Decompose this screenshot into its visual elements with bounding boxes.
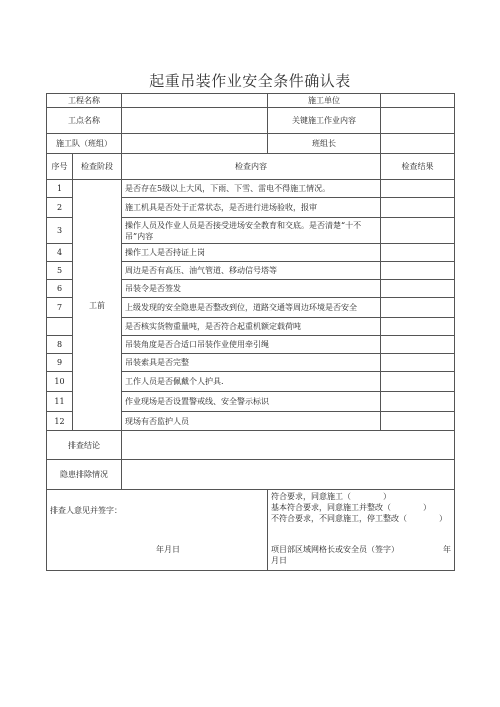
item-result[interactable] xyxy=(381,298,455,318)
team-label: 施工队（班组） xyxy=(47,134,122,154)
item-number: 8 xyxy=(47,336,73,354)
row-project-name xyxy=(47,94,455,108)
col-stage-header: 检查阶段 xyxy=(73,154,122,180)
item-number xyxy=(47,318,73,336)
team-leader-label: 班组长 xyxy=(268,134,381,154)
item-content: 周边是否有高压、油气管道、移动信号塔等 xyxy=(122,262,381,280)
item-result[interactable] xyxy=(381,244,455,262)
item-content: 现场有否监护人员 xyxy=(122,412,381,431)
manager-sign-year: 年 xyxy=(443,545,451,554)
confirmation-table xyxy=(46,93,455,571)
manager-sign-month-day: 月日 xyxy=(271,556,287,565)
team-value[interactable] xyxy=(122,134,268,154)
row-signatures xyxy=(47,490,455,571)
item-content: 是否核实货物重量吨，是否符合起重机额定载荷吨 xyxy=(122,318,381,336)
inspector-date: 年月日 xyxy=(156,545,180,554)
inspector-sign-label: 排查人意见并签字： xyxy=(50,506,122,515)
page-title: 起重吊装作业安全条件确认表 xyxy=(149,72,351,90)
conclusion-value[interactable] xyxy=(122,431,455,460)
construction-unit-value[interactable] xyxy=(381,94,455,108)
option-approve[interactable]: 符合要求，同意施工（ ） xyxy=(271,492,391,501)
rectification-value[interactable] xyxy=(122,460,455,490)
stage-cell: 工前 xyxy=(73,180,122,431)
item-number: 2 xyxy=(47,198,73,218)
col-result-header: 检查结果 xyxy=(381,154,455,180)
item-result[interactable] xyxy=(381,280,455,298)
team-leader-value[interactable] xyxy=(381,134,455,154)
item-content: 工作人员是否佩戴个人护具. xyxy=(122,372,381,392)
item-result[interactable] xyxy=(381,180,455,198)
item-result[interactable] xyxy=(381,392,455,412)
item-number: 11 xyxy=(47,392,73,412)
item-result[interactable] xyxy=(381,198,455,218)
row-column-headers xyxy=(47,154,455,180)
item-result[interactable] xyxy=(381,412,455,431)
project-name-value[interactable] xyxy=(122,94,268,108)
key-content-value[interactable] xyxy=(381,108,455,134)
item-content: 吊装角度是否合适口吊装作业使用牵引绳 xyxy=(122,336,381,354)
item-content: 吊装索具是否完整 xyxy=(122,354,381,372)
item-content: 操作人员及作业人员是否接受进场安全教育和交底。是否清楚“十不吊”内容 xyxy=(122,218,381,244)
item-result[interactable] xyxy=(381,262,455,280)
item-result[interactable] xyxy=(381,218,455,244)
manager-sign-label: 项目部区域网格长或安全员（签字） xyxy=(271,545,399,554)
site-name-value[interactable] xyxy=(122,108,268,134)
item-result[interactable] xyxy=(381,336,455,354)
row-rectification xyxy=(47,460,455,490)
item-content: 作业现场是否设置警戒线、安全警示标识 xyxy=(122,392,381,412)
col-seq-header: 序号 xyxy=(47,154,73,180)
approval-cell[interactable] xyxy=(268,490,455,571)
item-number: 10 xyxy=(47,372,73,392)
item-number: 7 xyxy=(47,298,73,318)
item-number: 1 xyxy=(47,180,73,198)
item-number: 4 xyxy=(47,244,73,262)
project-name-label: 工程名称 xyxy=(47,94,122,108)
row-conclusion xyxy=(47,431,455,460)
item-content: 施工机具是否处于正常状态，是否进行进场验收，报审 xyxy=(122,198,381,218)
key-content-label: 关键施工作业内容 xyxy=(268,108,381,134)
item-number: 5 xyxy=(47,262,73,280)
row-site-name xyxy=(47,108,455,134)
item-result[interactable] xyxy=(381,318,455,336)
col-content-header: 检查内容 xyxy=(122,154,381,180)
item-number: 9 xyxy=(47,354,73,372)
item-result[interactable] xyxy=(381,354,455,372)
item-content: 操作工人是否持证上岗 xyxy=(122,244,381,262)
conclusion-label: 排查结论 xyxy=(47,431,122,460)
item-number: 3 xyxy=(47,218,73,244)
rectification-label: 隐患排除情况 xyxy=(47,460,122,490)
option-reject[interactable]: 不符合要求，不同意施工，停工整改（ ） xyxy=(271,514,447,523)
item-result[interactable] xyxy=(381,372,455,392)
site-name-label: 工点名称 xyxy=(47,108,122,134)
item-content: 是否存在5级以上大风，下雨、下雪、雷电不得施工情况。 xyxy=(122,180,381,198)
construction-unit-label: 施工单位 xyxy=(268,94,381,108)
row-team xyxy=(47,134,455,154)
inspector-sign-cell[interactable] xyxy=(47,490,268,571)
option-approve-with-rectify[interactable]: 基本符合要求，同意施工并整改（ ） xyxy=(271,503,431,512)
table-row xyxy=(47,180,455,198)
item-number: 12 xyxy=(47,412,73,431)
item-number: 6 xyxy=(47,280,73,298)
item-content: 吊装令是否签发 xyxy=(122,280,381,298)
item-content: 上级发现的安全隐患是否整改到位，道路交通等周边环境是否安全 xyxy=(122,298,381,318)
